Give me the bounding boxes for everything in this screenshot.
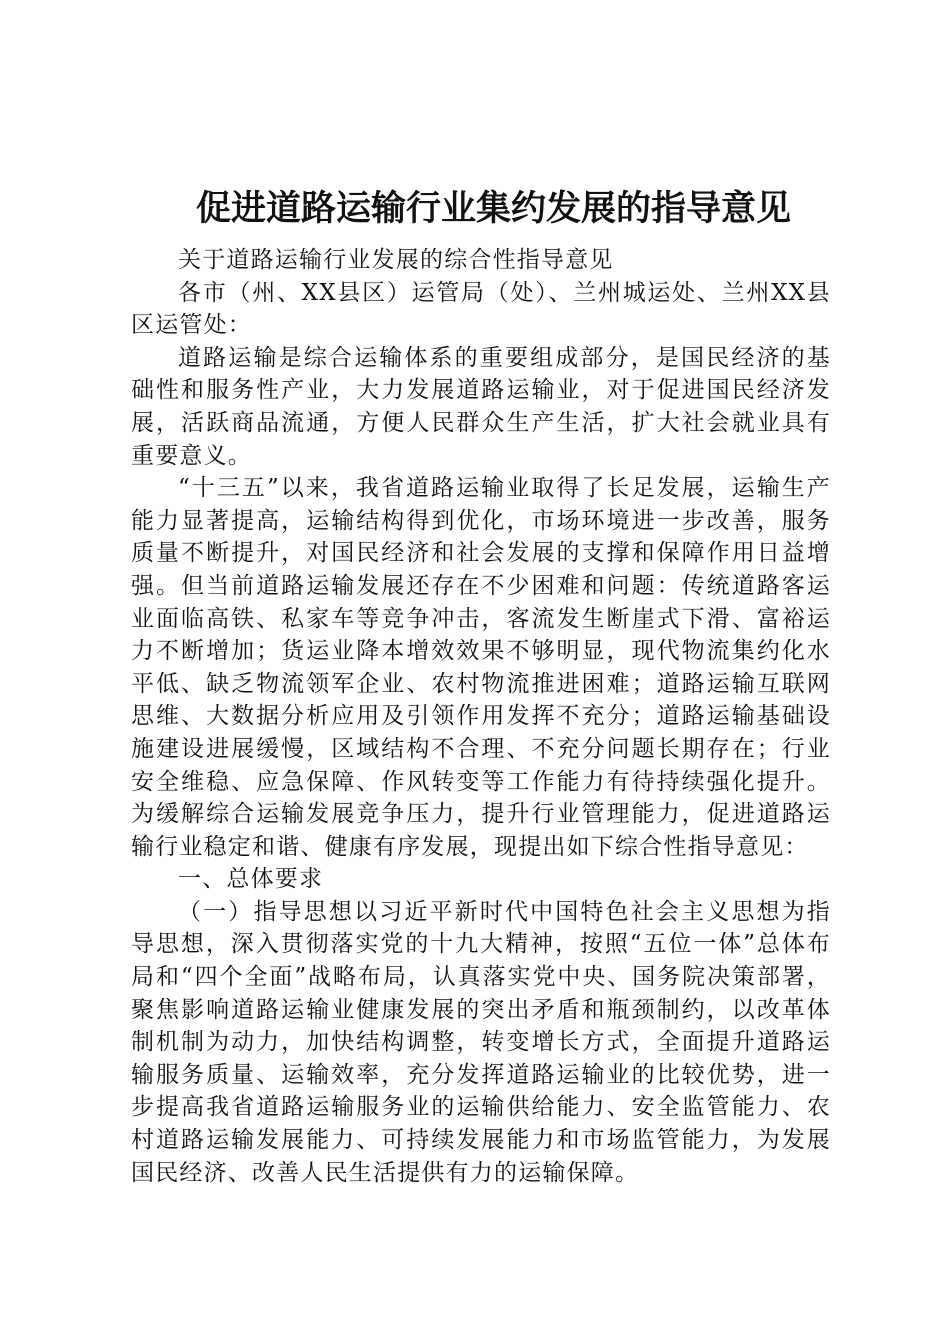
body-paragraph: “十三五”以来，我省道路运输业取得了长足发展，运输生产能力显著提高，运输结构得到优化，市场环境进一步改善，服务质量不断提升，对国民经济和社会发展的支撑和保障作用日益增强。但当前道路运输发展还存在不少困难和问题：传统道路客运业面临高铁、私家车等竞争冲击，客流发生断崖式下滑、富裕运力不断增加；货运业降本增效效果不够明显，现代物流集约化水平低、缺乏物流领军企业、农村物流推进困难；道路运输互联网思维、大数据分析应用及引领作用发挥不充分；道路运输基础设施建设进展缓慢，区域结构不合理、不充分问题长期存在；行业安全维稳、应急保障、作风转变等工作能力有待持续强化提升。为缓解综合运输发展竞争压力，提升行业管理能力，促进道路运输行业稳定和谐、健康有序发展，现提出如下综合性指导意见： [131, 475, 831, 860]
addressee-line: 各市（州、XX县区）运管局（处）、兰州城运处、兰州XX县区运管处： [131, 279, 831, 339]
section-heading: 一、总体要求 [178, 866, 324, 893]
document-subtitle: 关于道路运输行业发展的综合性指导意见 [178, 247, 614, 273]
document-page [131, 180, 831, 1189]
guiding-ideology-paragraph: （一）指导思想以习近平新时代中国特色社会主义思想为指导思想，深入贯彻落实党的十九大精神，按照“五位一体”总体布局和“四个全面”战略布局，认真落实党中央、国务院决策部署，聚焦影响道路运输业健康发展的突出矛盾和瓶颈制约，以改革体制机制为动力，加快结构调整，转变增长方式，全面提升道路运输服务质量、运输效率，充分发挥道路运输业的比较优势，进一步提高我省道路运输服务业的运输供给能力、安全监管能力、农村道路运输发展能力、可持续发展能力和市场监管能力，为发展国民经济、改善人民生活提供有力的运输保障。 [131, 898, 831, 1186]
body-paragraph: 道路运输是综合运输体系的重要组成部分，是国民经济的基础性和服务性产业，大力发展道路运输业，对于促进国民经济发展，活跃商品流通，方便人民群众生产生活，扩大社会就业具有重要意义。 [131, 344, 831, 469]
document-title: 促进道路运输行业集约发展的指导意见 [195, 189, 791, 229]
